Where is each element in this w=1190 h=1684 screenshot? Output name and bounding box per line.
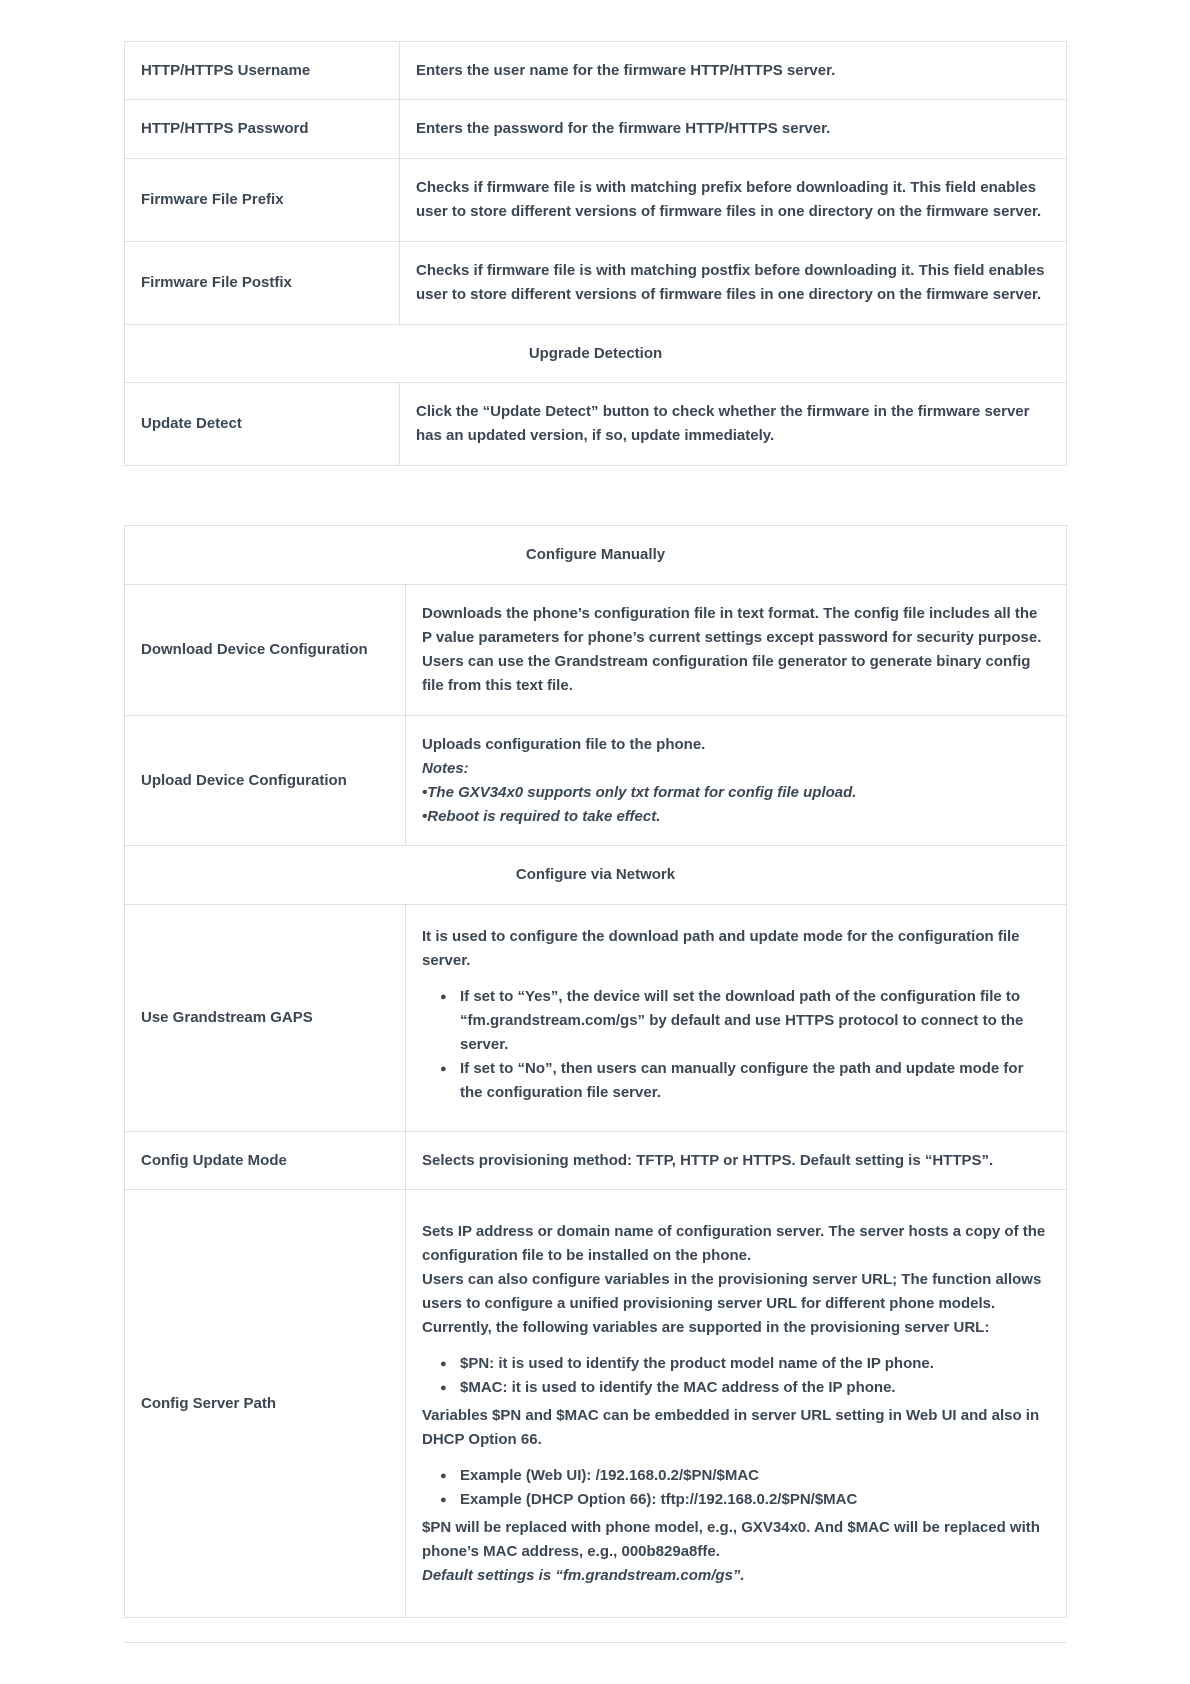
variables-list — [422, 1352, 1050, 1400]
upload-description: Uploads configuration file to the phone. — [422, 735, 706, 753]
row-label: Use Grandstream GAPS — [125, 905, 406, 1132]
list-item: ● $MAC: it is used to identify the MAC address of the IP phone. — [440, 1376, 1050, 1400]
gaps-intro: It is used to configure the download path and update mode for the configuration file server. — [422, 928, 1020, 969]
row-description: Checks if firmware file is with matching prefix before downloading it. This field enables user to store different versions of firmware files in one directory on the firmware server. — [400, 159, 1067, 242]
list-item: ● If set to “No”, then users can manually configure the path and update mode for the configuration file server. — [440, 1057, 1050, 1105]
table-row — [125, 100, 1067, 159]
list-item: ● If set to “Yes”, the device will set the download path of the configuration file to “fm.grandstream.com/gs” by default and use HTTPS protocol to connect to the server. — [440, 985, 1050, 1057]
server-path-text: $PN will be replaced with phone model, e.g., GXV34x0. And $MAC will be replaced with phone’s MAC address, e.g., 000b829a8ffe. — [422, 1518, 1040, 1560]
row-description — [406, 905, 1067, 1132]
table-row — [125, 242, 1067, 325]
table-row — [125, 383, 1067, 466]
section-heading-configure-via-network: Configure via Network — [125, 846, 1067, 905]
row-label: HTTP/HTTPS Password — [125, 100, 400, 159]
table-row — [125, 1132, 1067, 1190]
row-description: Downloads the phone’s configuration file in text format. The config file includes all the P value parameters for phone’s current settings except password for security purpose. Users can use the Grandstream configuration file generator to generate binary config file from this text file. — [406, 585, 1067, 716]
default-setting: Default settings is “fm.grandstream.com/gs”. — [422, 1566, 745, 1584]
list-item: ● $PN: it is used to identify the product model name of the IP phone. — [440, 1352, 1050, 1376]
row-description — [406, 716, 1067, 846]
row-label: Upload Device Configuration — [125, 716, 406, 846]
section-heading-upgrade-detection: Upgrade Detection — [125, 325, 1067, 383]
list-item: ● Example (Web UI): /192.168.0.2/$PN/$MAC — [440, 1464, 1050, 1488]
server-path-text: Users can also configure variables in the provisioning server URL; The function allows users to configure a unified provisioning server URL for different phone models. — [422, 1270, 1042, 1312]
table-row — [125, 585, 1067, 716]
server-path-text: Variables $PN and $MAC can be embedded in server URL setting in Web UI and also in DHCP Option 66. — [422, 1406, 1040, 1448]
row-description: Enters the password for the firmware HTTP/HTTPS server. — [400, 100, 1067, 159]
examples-list — [422, 1464, 1050, 1512]
table-row — [125, 42, 1067, 100]
row-description: Enters the user name for the firmware HTTP/HTTPS server. — [400, 42, 1067, 100]
row-label: Config Update Mode — [125, 1132, 406, 1190]
table-row — [125, 159, 1067, 242]
row-description — [406, 1190, 1067, 1618]
notes-label: Notes: — [422, 759, 469, 777]
gaps-options-list — [422, 985, 1050, 1105]
row-label: Config Server Path — [125, 1190, 406, 1618]
row-label: Firmware File Postfix — [125, 242, 400, 325]
table-row — [125, 716, 1067, 846]
section-row — [125, 846, 1067, 905]
row-description: Selects provisioning method: TFTP, HTTP or HTTPS. Default setting is “HTTPS”. — [406, 1132, 1067, 1190]
note-item: •The GXV34x0 supports only txt format for config file upload. — [422, 783, 857, 801]
section-row — [125, 325, 1067, 383]
table-row — [125, 1190, 1067, 1618]
firmware-settings-table — [124, 41, 1067, 466]
server-path-text: Currently, the following variables are supported in the provisioning server URL: — [422, 1318, 990, 1336]
server-path-text: Sets IP address or domain name of configuration server. The server hosts a copy of the configuration file to be installed on the phone. — [422, 1222, 1046, 1264]
footer-divider — [124, 1642, 1066, 1643]
table-row — [125, 905, 1067, 1132]
list-item: ● Example (DHCP Option 66): tftp://192.168.0.2/$PN/$MAC — [440, 1488, 1050, 1512]
row-description: Checks if firmware file is with matching postfix before downloading it. This field enables user to store different versions of firmware files in one directory on the firmware server. — [400, 242, 1067, 325]
row-label: Download Device Configuration — [125, 585, 406, 716]
note-item: •Reboot is required to take effect. — [422, 807, 661, 825]
configuration-settings-table — [124, 525, 1067, 1618]
section-row — [125, 526, 1067, 585]
section-heading-configure-manually: Configure Manually — [125, 526, 1067, 585]
row-label: Update Detect — [125, 383, 400, 466]
row-description: Click the “Update Detect” button to check whether the firmware in the firmware server has an updated version, if so, update immediately. — [400, 383, 1067, 466]
row-label: Firmware File Prefix — [125, 159, 400, 242]
row-label: HTTP/HTTPS Username — [125, 42, 400, 100]
